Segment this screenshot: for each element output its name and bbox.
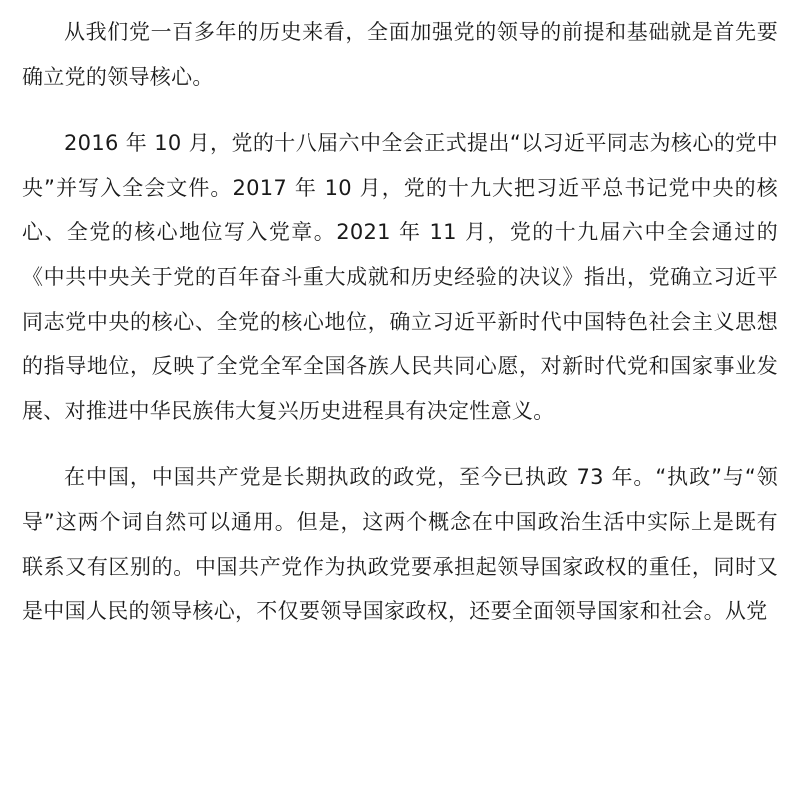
paragraph-3: 在中国，中国共产党是长期执政的政党，至今已执政 73 年。“执政”与“领导”这两个词自然可以通用。但是，这两个概念在中国政治生活中实际上是既有联系又有区别的。中国共产党作为执政党要承担起领导国家政权的重任，同时又是中国人民的领导核心，不仅要领导国家政权，还要全面领导国家和社会。从党 xyxy=(22,465,778,624)
paragraph-2: 2016 年 10 月，党的十八届六中全会正式提出“以习近平同志为核心的党中央”并写入全会文件。2017 年 10 月，党的十九大把习近平总书记党中央的核心、全党的核心地位写入党章。2021 年 11 月，党的十九届六中全会通过的《中共中央关于党的百年奋斗重大成就和历史经验的决议》指出，党确立习近平同志党中央的核心、全党的核心地位，确立习近平新时代中国特色社会主义思想的指导地位，反映了全党全军全国各族人民共同心愿，对新时代党和国家事业发展、对推进中华民族伟大复兴历史进程具有决定性意义。 xyxy=(22,131,778,423)
paragraph-1: 从我们党一百多年的历史来看，全面加强党的领导的前提和基础就是首先要确立党的领导核心。 xyxy=(22,20,778,89)
